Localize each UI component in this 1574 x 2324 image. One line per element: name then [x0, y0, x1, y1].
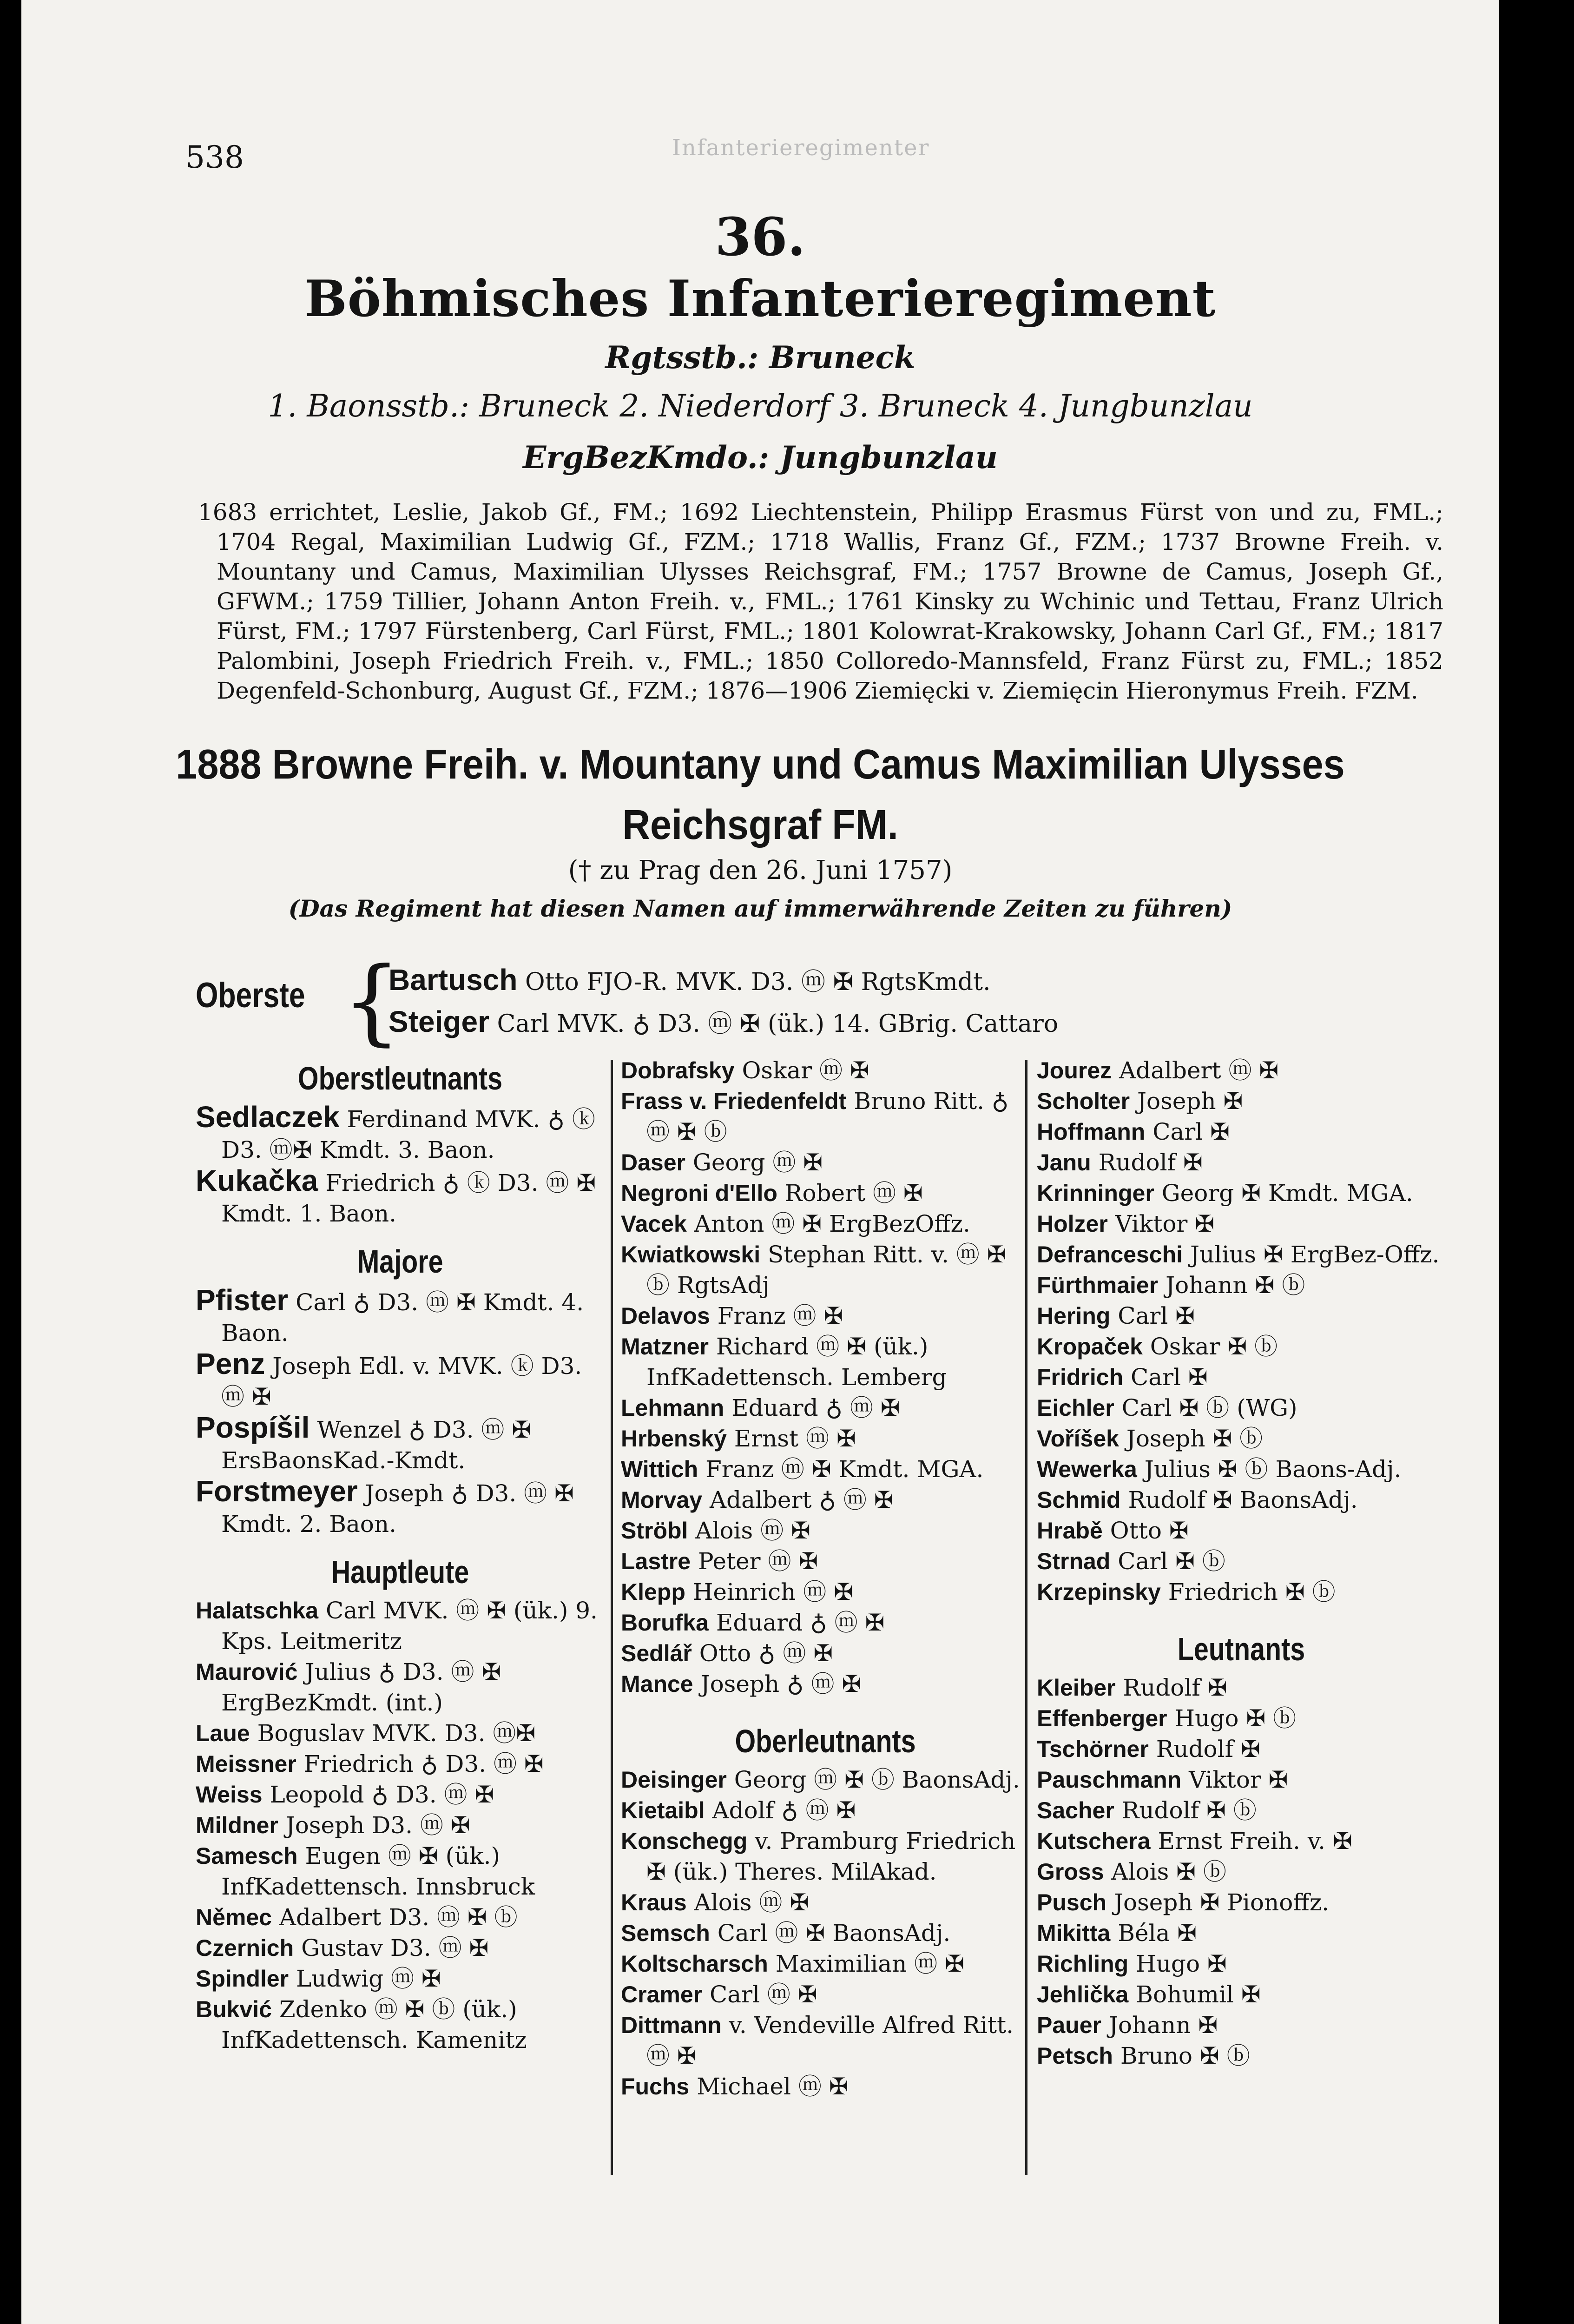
officer-entry	[1037, 1795, 1446, 1826]
officer-name: Kraus	[621, 1889, 687, 1915]
officer-details: Johann ✠	[1108, 2012, 1218, 2039]
officer-entry	[621, 1485, 1030, 1515]
officer-details: Eduard ♁ ⓜ ✠	[716, 1609, 885, 1636]
officer-details: Rudolf ✠ BaonsAdj.	[1128, 1486, 1358, 1513]
officer-entry	[1037, 1856, 1446, 1887]
officer-entry	[621, 2071, 1030, 2102]
officer-name: Borufka	[621, 1610, 709, 1636]
officer-name: Cramer	[621, 1981, 703, 2007]
officer-entry	[196, 1933, 605, 1963]
officer-details: Adolf ♁ ⓜ ✠	[712, 1797, 856, 1824]
officer-details: Rudolf ✠	[1156, 1736, 1260, 1763]
officer-entry	[1037, 1331, 1446, 1362]
officer-name: Krinninger	[1037, 1180, 1154, 1206]
officer-entry	[196, 1595, 605, 1657]
officer-name: Spindler	[196, 1966, 289, 1992]
officer-details: Eugen ⓜ ✠ (ük.) InfKadettensch. Innsbruck	[221, 1842, 535, 1900]
officer-entry	[621, 1918, 1030, 1948]
officer-entry	[1037, 1270, 1446, 1301]
officer-name: Czernich	[196, 1935, 294, 1961]
officer-name: Kutschera	[1037, 1828, 1151, 1854]
officer-entry	[196, 1285, 605, 1348]
officer-name: Němec	[196, 1904, 272, 1930]
officer-name: Kukačka	[196, 1164, 318, 1197]
officer-details: v. Vendeville Alfred Ritt. ⓜ ✠	[646, 2012, 1014, 2069]
officer-name: Scholter	[1037, 1088, 1130, 1114]
officer-entry	[621, 1147, 1030, 1178]
officer-name: Vacek	[621, 1211, 687, 1237]
officer-name: Holzer	[1037, 1211, 1108, 1237]
officer-details: Ernst ⓜ ✠	[734, 1425, 856, 1452]
officer-entry	[621, 2010, 1030, 2071]
officer-entry	[621, 1331, 1030, 1393]
officer-details: Carl ♁ D3. ⓜ ✠ Kmdt. 4. Baon.	[221, 1289, 584, 1347]
officer-entry	[621, 1577, 1030, 1607]
officer-entry	[196, 1963, 605, 1994]
officer-details: Viktor ✠	[1189, 1766, 1288, 1793]
section-heading-leutnants: Leutnants	[1177, 1631, 1305, 1667]
officer-name: Wewerka	[1037, 1456, 1137, 1482]
officer-entry	[1037, 1116, 1446, 1147]
officer-name: Schmid	[1037, 1487, 1121, 1513]
honorary-colonel-line2: Reichsgraf FM.	[622, 802, 898, 848]
officer-details: Boguslav MVK. D3. ⓜ✠	[257, 1720, 536, 1747]
officer-name: Semsch	[621, 1920, 710, 1946]
officer-name: Lehmann	[621, 1395, 724, 1421]
death-note: († zu Prag den 26. Juni 1757)	[568, 855, 953, 885]
page-number: 538	[185, 139, 244, 175]
oberste-label: Oberste	[196, 976, 305, 1015]
officer-name: Voříšek	[1037, 1426, 1119, 1452]
officer-details: Rudolf ✠ ⓑ	[1121, 1797, 1257, 1824]
officer-details: Joseph ♁ ⓜ ✠	[700, 1670, 862, 1697]
officer-entry	[1037, 1055, 1446, 1086]
officer-details: Otto ✠	[1110, 1517, 1189, 1544]
officer-details: Viktor ✠	[1115, 1210, 1215, 1237]
officer-details: Franz ⓜ ✠ Kmdt. MGA.	[705, 1456, 984, 1483]
officer-entry	[1037, 1948, 1446, 1979]
officer-entry	[1037, 2040, 1446, 2071]
officer-name: Frass v. Friedenfeldt	[621, 1088, 847, 1114]
officer-details: Heinrich ⓜ ✠	[692, 1578, 853, 1605]
officer-name: Ströbl	[621, 1518, 688, 1544]
officer-details: Oskar ⓜ ✠	[742, 1057, 869, 1084]
officer-details: Béla ✠	[1118, 1920, 1197, 1947]
officer-name: Wittich	[621, 1456, 698, 1482]
officer-details: Peter ⓜ ✠	[698, 1548, 818, 1575]
oberste-entry	[389, 962, 991, 997]
officer-details: Joseph ✠ Pionoffz.	[1113, 1889, 1330, 1916]
officer-entry	[1037, 1423, 1446, 1454]
officer-details: Carl ✠	[1153, 1118, 1230, 1145]
officer-name: Kietaibl	[621, 1797, 705, 1823]
officer-name: Sedlář	[621, 1640, 692, 1666]
officer-details: Leopold ♁ D3. ⓜ ✠	[270, 1781, 494, 1808]
officer-entry	[621, 1764, 1030, 1795]
officer-entry	[196, 1718, 605, 1749]
officer-details: Adalbert D3. ⓜ ✠ ⓑ	[279, 1904, 518, 1931]
officer-entry	[621, 1887, 1030, 1918]
officer-entry	[1037, 1485, 1446, 1515]
officer-details: Joseph Edl. v. MVK. ⓚ D3. ⓜ ✠	[221, 1353, 582, 1410]
officer-name: Hoffmann	[1037, 1119, 1146, 1145]
officer-entry	[196, 1902, 605, 1933]
officer-entry	[621, 1795, 1030, 1826]
officer-details: Julius ♁ D3. ⓜ ✠ ErgBezKmdt. (int.)	[221, 1658, 501, 1716]
section-heading-oberleutnants: Oberleutnants	[735, 1723, 916, 1759]
column-3	[1037, 1055, 1446, 2071]
officer-entry	[196, 1412, 605, 1476]
officer-name: Effenberger	[1037, 1705, 1167, 1731]
officer-name: Kleiber	[1037, 1675, 1116, 1701]
officer-entry	[621, 1239, 1030, 1301]
regiment-number: 36.	[715, 207, 806, 268]
officer-name: Mikitta	[1037, 1920, 1111, 1946]
officer-details: Hugo ✠	[1136, 1950, 1227, 1977]
officer-entry	[621, 1393, 1030, 1423]
officer-entry	[1037, 1454, 1446, 1485]
officer-name: Petsch	[1037, 2043, 1113, 2069]
officer-entry	[1037, 1147, 1446, 1178]
officer-name: Richling	[1037, 1951, 1129, 1977]
officer-details: Hugo ✠ ⓑ	[1174, 1705, 1297, 1732]
officer-name: Deisinger	[621, 1767, 727, 1793]
running-head-faded: Infanterieregimenter	[672, 135, 930, 161]
officer-details: Michael ⓜ ✠	[697, 2073, 849, 2100]
officer-entry	[196, 1165, 605, 1229]
officer-details: Richard ⓜ ✠ (ük.) InfKadettensch. Lemberg	[646, 1333, 947, 1391]
officer-name: Sacher	[1037, 1797, 1114, 1823]
officer-entry	[1037, 1393, 1446, 1423]
officer-details: Robert ⓜ ✠	[784, 1180, 923, 1207]
officer-name: Dittmann	[621, 2012, 722, 2038]
officer-details: Carl MVK. ♁ D3. ⓜ ✠ (ük.) 14. GBrig. Cattaro	[497, 1010, 1059, 1038]
officer-details: Carl ✠ ⓑ	[1118, 1548, 1225, 1575]
officer-name: Janu	[1037, 1149, 1091, 1175]
officer-name: Maurović	[196, 1659, 298, 1685]
brace-symbol: {	[342, 947, 402, 1056]
officer-entry	[621, 1948, 1030, 1979]
officer-details: Georg ✠ Kmdt. MGA.	[1161, 1180, 1413, 1207]
officer-entry	[621, 1515, 1030, 1546]
officer-details: Zdenko ⓜ ✠ ⓑ (ük.) InfKadettensch. Kamenitz	[221, 1996, 527, 2053]
officer-details: Georg ⓜ ✠	[692, 1149, 823, 1176]
officer-name: Bartusch	[389, 963, 518, 997]
officer-entry	[621, 1454, 1030, 1485]
officer-name: Tschörner	[1037, 1736, 1149, 1762]
officer-name: Jehlička	[1037, 1981, 1129, 2007]
officer-details: Adalbert ⓜ ✠	[1119, 1057, 1279, 1084]
officer-name: Hrabě	[1037, 1518, 1103, 1544]
officer-name: Pauschmann	[1037, 1767, 1182, 1793]
officer-name: Pauer	[1037, 2012, 1101, 2038]
officer-details: Otto ♁ ⓜ ✠	[699, 1640, 833, 1667]
officer-details: Ferdinand MVK. ♁ ⓚ D3. ⓜ✠ Kmdt. 3. Baon.	[221, 1106, 595, 1163]
officer-details: Ludwig ⓜ ✠	[296, 1965, 441, 1992]
officer-details: Alois ✠ ⓑ	[1111, 1858, 1226, 1885]
officer-entry	[621, 1208, 1030, 1239]
officer-entry	[621, 1669, 1030, 1699]
officer-details: Friedrich ♁ ⓚ D3. ⓜ ✠ Kmdt. 1. Baon.	[221, 1169, 596, 1227]
officer-name: Negroni d'Ello	[621, 1180, 777, 1206]
officer-name: Dobrafsky	[621, 1057, 735, 1083]
officer-name: Morvay	[621, 1487, 703, 1513]
officer-entry	[1037, 1734, 1446, 1764]
officer-entry	[196, 1841, 605, 1902]
officer-entry	[621, 1423, 1030, 1454]
officer-details: v. Pramburg Friedrich ✠ (ük.) Theres. MilAkad.	[646, 1828, 1016, 1885]
section-heading-oberstleutnants: Oberstleutnants	[297, 1060, 503, 1096]
officer-entry	[1037, 1887, 1446, 1918]
officer-entry	[1037, 1208, 1446, 1239]
officer-entry	[1037, 1239, 1446, 1270]
officer-name: Samesch	[196, 1843, 298, 1869]
officer-name: Krzepinsky	[1037, 1579, 1161, 1605]
officer-name: Fürthmaier	[1037, 1272, 1159, 1298]
officer-name: Kwiatkowski	[621, 1241, 761, 1268]
officer-details: Joseph ♁ D3. ⓜ ✠ Kmdt. 2. Baon.	[221, 1480, 574, 1538]
officer-name: Meissner	[196, 1751, 296, 1777]
officer-entry	[1037, 1301, 1446, 1331]
officer-details: Georg ⓜ ✠ ⓑ BaonsAdj.	[734, 1766, 1020, 1793]
officer-name: Eichler	[1037, 1395, 1114, 1421]
officer-entry	[196, 1779, 605, 1810]
officer-name: Pfister	[196, 1283, 289, 1317]
officer-entry	[1037, 1979, 1446, 2010]
officer-entry	[621, 1638, 1030, 1669]
officer-entry	[621, 1301, 1030, 1331]
officer-entry	[196, 1102, 605, 1165]
officer-name: Koltscharsch	[621, 1951, 768, 1977]
officer-name: Hering	[1037, 1303, 1111, 1329]
officer-name: Delavos	[621, 1303, 710, 1329]
officer-entry	[621, 1607, 1030, 1638]
officer-entry	[196, 1810, 605, 1841]
officer-details: Julius ✠ ⓑ Baons-Adj.	[1144, 1456, 1402, 1483]
officer-details: Rudolf ✠	[1123, 1674, 1227, 1701]
officer-details: Carl ✠	[1131, 1364, 1208, 1391]
officer-details: Julius ✠ ErgBez-Offz.	[1190, 1241, 1440, 1268]
officer-details: Oskar ✠ ⓑ	[1150, 1333, 1278, 1360]
officer-name: Weiss	[196, 1782, 263, 1808]
officer-details: Anton ⓜ ✠ ErgBezOffz.	[694, 1210, 970, 1237]
officer-entry	[621, 1826, 1030, 1887]
officer-details: Bruno Ritt. ♁ ⓜ ✠ ⓑ	[646, 1088, 1009, 1145]
officer-details: Carl ⓜ ✠ BaonsAdj.	[717, 1920, 951, 1947]
officer-name: Mance	[621, 1671, 693, 1697]
officer-entry	[1037, 1703, 1446, 1734]
officer-entry	[1037, 1515, 1446, 1546]
officer-name: Konschegg	[621, 1828, 748, 1854]
officer-name: Fuchs	[621, 2073, 690, 2100]
officer-entry	[1037, 1577, 1446, 1607]
officer-entry	[1037, 1918, 1446, 1948]
document-page	[21, 0, 1499, 2324]
officer-details: Carl ⓜ ✠	[710, 1981, 817, 2008]
officer-details: Carl MVK. ⓜ ✠ (ük.) 9. Kps. Leitmeritz	[221, 1597, 598, 1655]
officer-name: Hrbenský	[621, 1426, 727, 1452]
officer-details: Rudolf ✠	[1098, 1149, 1203, 1176]
officer-entry	[1037, 1764, 1446, 1795]
officer-entry	[621, 1979, 1030, 2010]
officer-details: Alois ⓜ ✠	[694, 1889, 810, 1916]
regiment-staff: Rgtsstb.: Bruneck	[605, 339, 915, 376]
officer-details: Bohumil ✠	[1136, 1981, 1261, 2008]
officer-name: Pusch	[1037, 1889, 1107, 1915]
officer-entry	[621, 1178, 1030, 1208]
officer-name: Jourez	[1037, 1057, 1112, 1083]
officer-entry	[196, 1476, 605, 1539]
officer-details: Ernst Freih. v. ✠	[1158, 1828, 1352, 1855]
officer-entry	[196, 1348, 605, 1412]
officer-entry	[1037, 2010, 1446, 2040]
officer-name: Fridrich	[1037, 1364, 1124, 1390]
officer-name: Sedlaczek	[196, 1100, 340, 1134]
honorary-colonel	[80, 734, 1440, 855]
officer-details: Adalbert ♁ ⓜ ✠	[709, 1486, 894, 1513]
section-heading-majore: Majore	[357, 1243, 443, 1280]
column-divider	[611, 1060, 613, 2175]
officer-details: Joseph ✠ ⓑ	[1126, 1425, 1263, 1452]
officer-entry	[1037, 1826, 1446, 1856]
officer-name: Forstmeyer	[196, 1474, 358, 1508]
officer-details: Friedrich ✠ ⓑ	[1168, 1578, 1336, 1605]
section-heading-hauptleute: Hauptleute	[331, 1554, 469, 1590]
officer-entry	[1037, 1086, 1446, 1116]
erg-bez-kommando: ErgBezKmdo.: Jungbunzlau	[523, 439, 998, 475]
officer-name: Lastre	[621, 1548, 691, 1574]
officer-name: Laue	[196, 1720, 250, 1746]
officer-name: Defranceschi	[1037, 1241, 1183, 1268]
officer-details: Alois ⓜ ✠	[695, 1517, 810, 1544]
officer-entry	[196, 1994, 605, 2055]
officer-details: Carl ✠ ⓑ (WG)	[1121, 1394, 1297, 1421]
officer-entry	[1037, 1546, 1446, 1577]
officer-name: Halatschka	[196, 1598, 319, 1624]
honorary-colonel-line1: 1888 Browne Freih. v. Mountany und Camus Maximilian Ulysses	[176, 741, 1345, 788]
officer-name: Pospíšil	[196, 1411, 310, 1444]
officer-name: Kropaček	[1037, 1334, 1143, 1360]
officer-details: Wenzel ♁ D3. ⓜ ✠ ErsBaonsKad.-Kmdt.	[221, 1416, 532, 1474]
officer-details: Stephan Ritt. v. ⓜ ✠ ⓑ RgtsAdj	[646, 1241, 1007, 1299]
officer-name: Bukvić	[196, 1996, 272, 2022]
officer-entry	[1037, 1362, 1446, 1393]
officer-entry	[621, 1055, 1030, 1086]
officer-entry	[196, 1749, 605, 1779]
officer-name: Penz	[196, 1347, 265, 1380]
officer-entry	[621, 1086, 1030, 1147]
officer-details: Carl ✠	[1118, 1302, 1195, 1329]
officer-name: Daser	[621, 1149, 685, 1175]
officer-name: Steiger	[389, 1005, 489, 1038]
officer-name: Strnad	[1037, 1548, 1111, 1574]
officer-entry	[1037, 1178, 1446, 1208]
regiment-history: 1683 errichtet, Leslie, Jakob Gf., FM.; 1692 Liechtenstein, Philipp Erasmus Fürst von und zu, FML.; 1704 Regal, Maximilian Ludwig Gf., FZM.; 1718 Wallis, Franz Gf., FZM.; 1737 Browne Freih. v. Mountany und Camus, Maximilian Ulysses Reichsgraf, FM.; 1757 Browne de Camus, Joseph Gf., GFWM.; 1759 Tillier, Johann Anton Freih. v., FML.; 1761 Kinsky zu Wchinic und Tettau, Franz Ulrich Fürst, FM.; 1797 Fürstenberg, Carl Fürst, FML.; 1801 Kolowrat-Krakowsky, Johann Carl Gf., FM.; 1817 Palombini, Joseph Friedrich Freih. v., FML.; 1850 Colloredo-Mannsfeld, Franz Fürst zu, FML.; 1852 Degenfeld-Schonburg, August Gf., FZM.; 1876—1906 Ziemięcki v. Ziemięcin Hieronymus Freih. FZM.	[198, 499, 1443, 704]
officer-details: Eduard ♁ ⓜ ✠	[731, 1394, 900, 1421]
officer-details: Maximilian ⓜ ✠	[775, 1950, 964, 1977]
officer-entry	[621, 1546, 1030, 1577]
officer-details: Joseph D3. ⓜ ✠	[285, 1812, 470, 1839]
officer-details: Otto FJO-R. MVK. D3. ⓜ ✠ RgtsKmdt.	[525, 968, 991, 996]
officer-details: Gustav D3. ⓜ ✠	[301, 1934, 489, 1961]
officer-name: Klepp	[621, 1579, 685, 1605]
officer-details: Friedrich ♁ D3. ⓜ ✠	[303, 1750, 544, 1777]
battalion-stations: 1. Baonsstb.: Bruneck 2. Niederdorf 3. Bruneck 4. Jungbunzlau	[268, 388, 1253, 424]
regiment-name-note: (Das Regiment hat diesen Namen auf immerwährende Zeiten zu führen)	[288, 895, 1232, 922]
officer-name: Matzner	[621, 1334, 709, 1360]
officer-name: Mildner	[196, 1812, 278, 1838]
officer-name: Gross	[1037, 1859, 1104, 1885]
officer-entry	[1037, 1672, 1446, 1703]
officer-details: Bruno ✠ ⓑ	[1120, 2042, 1250, 2069]
officer-details: Johann ✠ ⓑ	[1166, 1272, 1305, 1299]
column-2	[621, 1055, 1030, 2102]
officer-details: Franz ⓜ ✠	[717, 1302, 843, 1329]
officer-entry	[196, 1657, 605, 1718]
column-1	[196, 1055, 605, 2055]
regiment-name: Böhmisches Infanterieregiment	[304, 270, 1216, 328]
officer-details: Joseph ✠	[1137, 1088, 1243, 1115]
oberste-entry	[389, 1004, 1058, 1039]
